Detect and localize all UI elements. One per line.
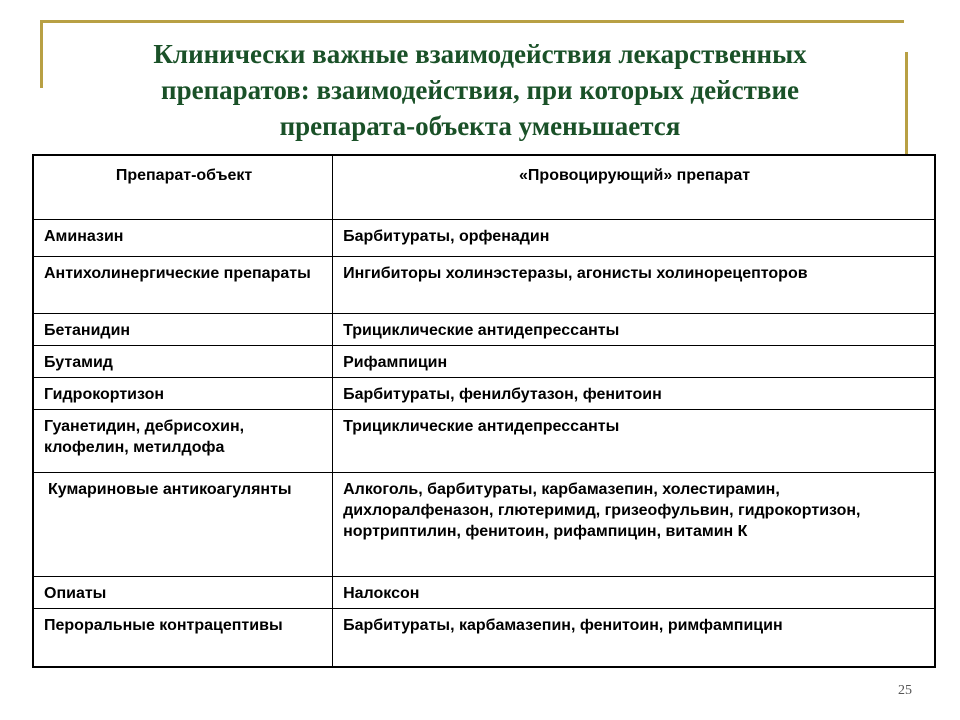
- table-row: [33, 577, 935, 609]
- provoking-cell: Налоксон: [333, 577, 935, 609]
- object-cell: Гуанетидин, дебрисохин, клофелин, метилдофа: [33, 410, 333, 473]
- provoking-cell: Барбитураты, карбамазепин, фенитоин, римфампицин: [333, 609, 935, 667]
- table-row: [33, 378, 935, 410]
- table-row: [33, 609, 935, 667]
- column-header-provoking: «Провоцирующий» препарат: [333, 155, 935, 220]
- interactions-table: [32, 154, 936, 668]
- object-cell: Опиаты: [33, 577, 333, 609]
- column-header-object: Препарат-объект: [33, 155, 333, 220]
- object-cell: Антихолинергические препараты: [33, 257, 333, 314]
- page-number: 25: [898, 683, 912, 698]
- object-cell: Бутамид: [33, 346, 333, 378]
- table-row: [33, 314, 935, 346]
- table-header-row: [33, 155, 935, 220]
- decorative-left-line: [40, 20, 43, 88]
- title-line: препаратов: взаимодействия, при которых действие: [161, 75, 799, 105]
- object-cell: Гидрокортизон: [33, 378, 333, 410]
- provoking-cell: Алкоголь, барбитураты, карбамазепин, холестирамин, дихлоралфеназон, глютеримид, гризеофульвин, гидрокортизон, нортриптилин, фенитоин, рифампицин, витамин К: [333, 473, 935, 577]
- decorative-top-line: [40, 20, 904, 23]
- object-cell: Аминазин: [33, 220, 333, 257]
- provoking-cell: Барбитураты, орфенадин: [333, 220, 935, 257]
- slide-title: [60, 36, 900, 144]
- provoking-cell: Барбитураты, фенилбутазон, фенитоин: [333, 378, 935, 410]
- object-cell: Пероральные контрацептивы: [33, 609, 333, 667]
- object-cell: Кумариновые антикоагулянты: [33, 473, 333, 577]
- table-row: [33, 257, 935, 314]
- provoking-cell: Рифампицин: [333, 346, 935, 378]
- table-row: [33, 410, 935, 473]
- table-row: [33, 220, 935, 257]
- provoking-cell: Трициклические антидепрессанты: [333, 410, 935, 473]
- title-line: препарата-объекта уменьшается: [279, 111, 681, 141]
- object-cell: Бетанидин: [33, 314, 333, 346]
- table-row: [33, 346, 935, 378]
- table-row: [33, 473, 935, 577]
- title-line: Клинически важные взаимодействия лекарственных: [153, 39, 807, 69]
- provoking-cell: Ингибиторы холинэстеразы, агонисты холинорецепторов: [333, 257, 935, 314]
- provoking-cell: Трициклические антидепрессанты: [333, 314, 935, 346]
